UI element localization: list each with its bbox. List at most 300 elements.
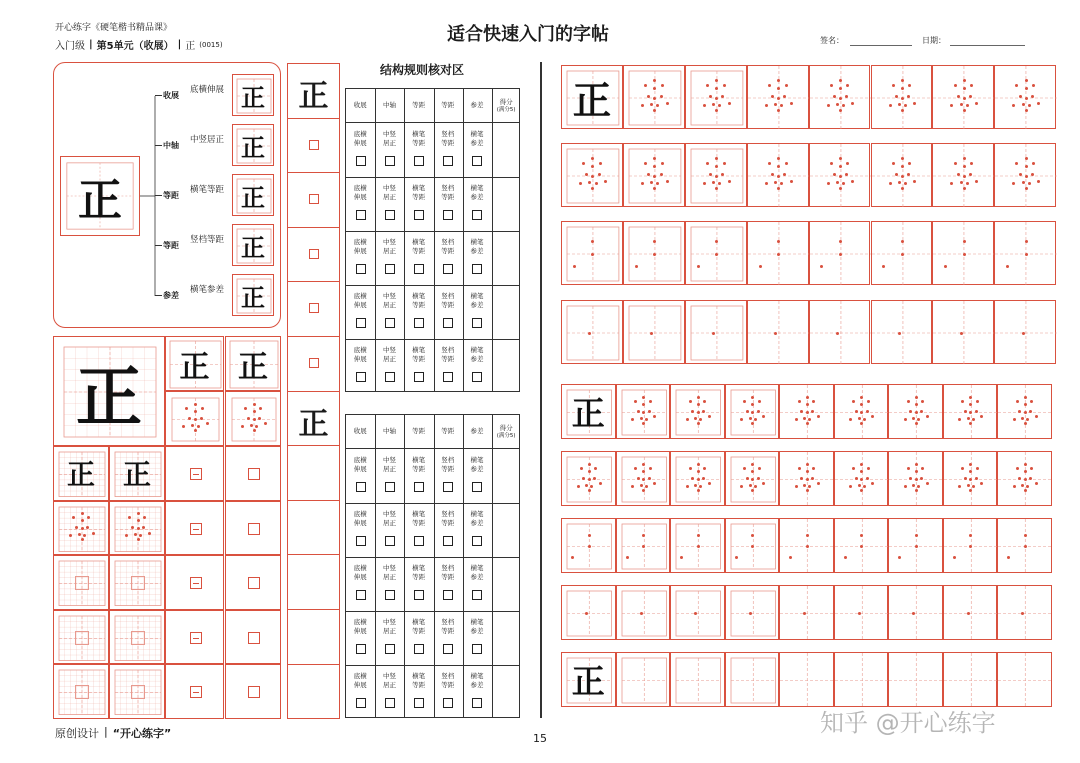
practice-cell[interactable]	[997, 518, 1052, 573]
practice-cell[interactable]	[779, 451, 834, 506]
practice-cell[interactable]	[834, 652, 889, 707]
check-box[interactable]	[443, 644, 453, 654]
trace-dot	[836, 103, 839, 106]
narrow-row-divider	[287, 664, 340, 665]
narrow-check-box[interactable]	[309, 140, 319, 150]
practice-cell[interactable]	[871, 65, 933, 129]
trace-dot	[1035, 415, 1038, 418]
trace-dot	[817, 415, 820, 418]
practice-cell[interactable]	[888, 384, 943, 439]
trace-dot	[758, 400, 761, 403]
left-practice-cell[interactable]	[165, 336, 224, 391]
check-box[interactable]	[472, 372, 482, 382]
trace-dot	[134, 533, 137, 536]
trace-dot	[72, 516, 75, 519]
date-line[interactable]	[950, 45, 1025, 46]
check-box[interactable]	[443, 264, 453, 274]
rule-example-char: 正	[241, 82, 265, 112]
trace-dot	[954, 162, 957, 165]
trace-dot	[803, 484, 806, 487]
practice-cell[interactable]	[871, 221, 933, 285]
trace-dot	[697, 265, 700, 268]
left-practice-cell[interactable]	[53, 446, 109, 501]
score-header: 得分	[499, 97, 513, 106]
left-practice-cell[interactable]	[165, 501, 224, 556]
check-box[interactable]	[356, 482, 366, 492]
trace-dot	[754, 418, 757, 421]
char-code: (0015)	[199, 40, 223, 49]
trace-dot	[1022, 103, 1025, 106]
trace-dot	[871, 482, 874, 485]
check-box[interactable]	[414, 644, 424, 654]
trace-dot	[591, 157, 594, 160]
trace-dot	[963, 109, 966, 112]
model-char: 正	[78, 175, 122, 226]
check-box[interactable]	[356, 318, 366, 328]
check-row-label: 横笔 参差	[470, 292, 484, 309]
trace-dot	[200, 417, 203, 420]
trace-dot	[950, 182, 953, 185]
check-box[interactable]	[472, 590, 482, 600]
practice-cell[interactable]	[623, 221, 685, 285]
trace-dot	[644, 162, 647, 165]
trace-dot	[820, 265, 823, 268]
left-practice-cell[interactable]	[165, 664, 224, 719]
trace-dot	[960, 181, 963, 184]
narrow-check-box[interactable]	[309, 303, 319, 313]
practice-cell[interactable]	[888, 652, 943, 707]
trace-dot	[1024, 545, 1027, 548]
trace-dot	[1035, 482, 1038, 485]
check-box[interactable]	[356, 210, 366, 220]
trace-dot	[588, 489, 591, 492]
check-row-label: 中竖 居正	[382, 184, 396, 201]
narrow-check-box[interactable]	[309, 358, 319, 368]
trace-dot	[740, 418, 743, 421]
practice-cell[interactable]	[616, 451, 671, 506]
trace-dot	[901, 157, 904, 160]
score-header-cell	[492, 415, 521, 449]
trace-dot	[697, 411, 700, 414]
left-practice-cell[interactable]	[53, 501, 109, 556]
trace-dot	[1024, 489, 1027, 492]
trace-dot	[912, 612, 915, 615]
check-box[interactable]	[414, 698, 424, 708]
practice-cell[interactable]	[561, 65, 623, 129]
trace-dot	[917, 418, 920, 421]
trace-dot	[253, 403, 256, 406]
trace-dot	[1013, 485, 1016, 488]
check-box[interactable]	[443, 590, 453, 600]
left-practice-cell[interactable]	[165, 391, 224, 446]
practice-cell[interactable]	[779, 652, 834, 707]
practice-cell[interactable]	[747, 143, 809, 207]
trace-dot	[771, 95, 774, 98]
char-label: 正	[185, 41, 196, 52]
trace-dot	[803, 612, 806, 615]
check-box[interactable]	[443, 318, 453, 328]
trace-dot	[957, 173, 960, 176]
practice-cell[interactable]	[616, 585, 671, 640]
trace-dot	[839, 157, 842, 160]
left-practice-cell[interactable]	[165, 555, 224, 610]
practice-cell[interactable]	[834, 451, 889, 506]
practice-cell[interactable]	[779, 585, 834, 640]
check-box[interactable]	[414, 590, 424, 600]
left-practice-cell[interactable]	[165, 610, 224, 665]
practice-cell[interactable]	[997, 451, 1052, 506]
practice-cell[interactable]	[994, 65, 1056, 129]
trace-dot	[653, 97, 656, 100]
left-practice-cell[interactable]	[109, 446, 165, 501]
trace-dot	[582, 477, 585, 480]
trace-dot	[1029, 410, 1032, 413]
trace-dot	[798, 467, 801, 470]
check-box[interactable]	[385, 698, 395, 708]
trace-dot	[969, 173, 972, 176]
practice-cell[interactable]	[616, 652, 671, 707]
check-box[interactable]	[356, 644, 366, 654]
trace-dot	[912, 417, 915, 420]
check-box[interactable]	[385, 156, 395, 166]
check-box[interactable]	[356, 156, 366, 166]
trace-dot	[954, 84, 957, 87]
trace-dot	[648, 477, 651, 480]
left-practice-cell[interactable]	[53, 555, 109, 610]
check-row-label: 横笔 参差	[470, 510, 484, 527]
check-row-divider	[346, 231, 519, 232]
practice-cell[interactable]	[561, 384, 616, 439]
trace-dot	[1025, 240, 1028, 243]
check-row-label: 横笔 参差	[470, 184, 484, 201]
practice-cell[interactable]	[561, 300, 623, 364]
practice-cell[interactable]	[561, 585, 616, 640]
check-box[interactable]	[385, 590, 395, 600]
check-box[interactable]	[385, 318, 395, 328]
rule-example-char: 正	[241, 132, 265, 162]
check-box[interactable]	[472, 482, 482, 492]
score-sub: (满分5)	[496, 106, 516, 113]
check-box[interactable]	[472, 156, 482, 166]
trace-dot	[702, 477, 705, 480]
trace-dot	[715, 79, 718, 82]
check-row-label: 中竖 居正	[382, 618, 396, 635]
practice-cell[interactable]	[888, 451, 943, 506]
check-box[interactable]	[356, 264, 366, 274]
check-box[interactable]	[414, 482, 424, 492]
check-row-label: 底横 伸展	[353, 564, 367, 581]
check-box[interactable]	[443, 482, 453, 492]
practice-cell[interactable]	[670, 518, 725, 573]
left-practice-cell[interactable]	[225, 336, 281, 391]
trace-dot	[860, 396, 863, 399]
practice-cell[interactable]	[725, 384, 780, 439]
check-box[interactable]	[356, 372, 366, 382]
practice-cell[interactable]	[994, 143, 1056, 207]
check-row-label: 竖档 等距	[441, 292, 455, 309]
left-practice-cell[interactable]	[225, 610, 281, 665]
connector-tick	[155, 95, 162, 96]
left-practice-cell[interactable]	[53, 664, 109, 719]
practice-cell[interactable]	[779, 518, 834, 573]
trace-dot	[661, 162, 664, 165]
check-box[interactable]	[356, 590, 366, 600]
trace-dot	[908, 84, 911, 87]
check-box[interactable]	[385, 210, 395, 220]
trace-dot	[892, 162, 895, 165]
check-box[interactable]	[443, 210, 453, 220]
narrow-row-divider	[287, 227, 340, 228]
practice-cell[interactable]	[943, 518, 998, 573]
check-box[interactable]	[414, 264, 424, 274]
practice-cell[interactable]	[747, 65, 809, 129]
trace-dot	[969, 470, 972, 473]
check-box[interactable]	[443, 536, 453, 546]
practice-cell[interactable]	[997, 652, 1052, 707]
practice-cell[interactable]	[997, 585, 1052, 640]
trace-dot	[839, 165, 842, 168]
check-box[interactable]	[472, 264, 482, 274]
trace-dot	[1018, 410, 1021, 413]
trace-dot	[895, 95, 898, 98]
rule-example-char: 正	[241, 182, 265, 212]
trace-dot	[765, 104, 768, 107]
practice-cell[interactable]	[747, 221, 809, 285]
trace-dot	[860, 478, 863, 481]
practice-cell[interactable]	[685, 221, 747, 285]
trace-dot	[645, 485, 648, 488]
practice-cell[interactable]	[932, 65, 994, 129]
practice-cell[interactable]	[685, 143, 747, 207]
left-practice-cell[interactable]	[225, 446, 281, 501]
left-practice-cell[interactable]	[225, 664, 281, 719]
practice-cell[interactable]	[670, 451, 725, 506]
trace-dot	[712, 332, 715, 335]
check-box[interactable]	[385, 644, 395, 654]
trace-dot	[836, 181, 839, 184]
trace-dot	[751, 396, 754, 399]
trace-dot	[961, 467, 964, 470]
left-practice-cell[interactable]	[109, 610, 165, 665]
trace-dot	[790, 180, 793, 183]
practice-cell[interactable]	[725, 451, 780, 506]
practice-cell[interactable]	[685, 300, 747, 364]
trace-dot	[975, 477, 978, 480]
trace-dot	[253, 418, 256, 421]
trace-dot	[812, 400, 815, 403]
trace-dot	[1032, 162, 1035, 165]
practice-cell[interactable]	[809, 221, 871, 285]
trace-dot	[969, 403, 972, 406]
practice-cell[interactable]	[994, 221, 1056, 285]
left-practice-cell[interactable]	[225, 391, 281, 446]
trace-dot	[128, 516, 131, 519]
trace-dot	[1031, 95, 1034, 98]
practice-cell[interactable]	[871, 300, 933, 364]
trace-dot	[1021, 417, 1024, 420]
practice-cell[interactable]	[561, 221, 623, 285]
trace-dot	[860, 422, 863, 425]
score-header: 得分	[499, 423, 513, 432]
practice-cell[interactable]	[943, 384, 998, 439]
trace-dot	[958, 418, 961, 421]
check-box[interactable]	[472, 210, 482, 220]
trace-dot	[644, 84, 647, 87]
center-square	[248, 632, 260, 644]
practice-cell[interactable]	[809, 143, 871, 207]
trace-dot	[777, 187, 780, 190]
practice-cell[interactable]	[888, 518, 943, 573]
practice-cell[interactable]	[725, 652, 780, 707]
check-box[interactable]	[356, 698, 366, 708]
trace-dot	[860, 411, 863, 414]
practice-cell[interactable]	[834, 585, 889, 640]
check-row-label: 竖档 等距	[441, 184, 455, 201]
practice-cell[interactable]	[623, 143, 685, 207]
trace-dot	[666, 102, 669, 105]
check-box[interactable]	[472, 644, 482, 654]
trace-dot	[715, 157, 718, 160]
check-box[interactable]	[472, 536, 482, 546]
trace-dot	[715, 87, 718, 90]
practice-cell[interactable]	[809, 300, 871, 364]
practice-cell[interactable]	[834, 384, 889, 439]
check-row-label: 中竖 居正	[382, 346, 396, 363]
trace-dot	[697, 403, 700, 406]
trace-dot	[1030, 400, 1033, 403]
rule-example-cell	[232, 274, 274, 316]
check-box[interactable]	[414, 156, 424, 166]
trace-dot	[926, 482, 929, 485]
trace-dot	[582, 162, 585, 165]
trace-dot	[867, 467, 870, 470]
practice-cell[interactable]	[888, 585, 943, 640]
left-practice-cell[interactable]	[109, 664, 165, 719]
trace-dot	[980, 482, 983, 485]
trace-dot	[653, 253, 656, 256]
narrow-check-box[interactable]	[309, 194, 319, 204]
practice-cell[interactable]	[747, 300, 809, 364]
trace-dot	[660, 95, 663, 98]
trace-dot	[806, 403, 809, 406]
trace-dot	[264, 422, 267, 425]
check-box[interactable]	[414, 318, 424, 328]
narrow-check-box[interactable]	[309, 249, 319, 259]
left-practice-cell[interactable]	[165, 446, 224, 501]
practice-cell[interactable]	[670, 585, 725, 640]
trace-dot	[963, 79, 966, 82]
practice-cell[interactable]	[725, 518, 780, 573]
practice-cell[interactable]	[809, 65, 871, 129]
practice-cell[interactable]	[670, 652, 725, 707]
check-box[interactable]	[414, 372, 424, 382]
practice-cell[interactable]	[561, 451, 616, 506]
trace-dot	[573, 265, 576, 268]
practice-cell[interactable]	[725, 585, 780, 640]
trace-dot	[777, 175, 780, 178]
trace-dot	[709, 95, 712, 98]
trace-dot	[191, 424, 194, 427]
practice-cell[interactable]	[932, 221, 994, 285]
left-practice-cell[interactable]	[225, 501, 281, 556]
check-box[interactable]	[443, 698, 453, 708]
practice-cell[interactable]	[616, 518, 671, 573]
trace-dot	[774, 332, 777, 335]
trace-dot	[855, 410, 858, 413]
left-practice-cell[interactable]	[225, 555, 281, 610]
practice-cell[interactable]	[623, 300, 685, 364]
check-box[interactable]	[356, 536, 366, 546]
practice-cell[interactable]	[994, 300, 1056, 364]
practice-cell[interactable]	[932, 143, 994, 207]
trace-dot	[691, 477, 694, 480]
trace-dot	[697, 545, 700, 548]
check-box[interactable]	[414, 210, 424, 220]
trace-dot	[795, 485, 798, 488]
check-box[interactable]	[443, 372, 453, 382]
practice-cell[interactable]	[943, 585, 998, 640]
trace-dot	[839, 175, 842, 178]
page-title: 适合快速入门的字帖	[447, 24, 609, 45]
practice-cell[interactable]	[779, 384, 834, 439]
trace-dot	[806, 545, 809, 548]
trace-dot	[642, 470, 645, 473]
rule-name: 竖档等距	[190, 235, 225, 245]
practice-cell[interactable]	[943, 451, 998, 506]
center-square	[248, 686, 260, 698]
trace-dot	[571, 556, 574, 559]
sign-line[interactable]	[850, 45, 912, 46]
practice-cell[interactable]	[685, 65, 747, 129]
practice-cell[interactable]	[943, 652, 998, 707]
practice-cell[interactable]	[670, 384, 725, 439]
trace-dot	[1019, 95, 1022, 98]
trace-dot	[855, 477, 858, 480]
check-box[interactable]	[472, 318, 482, 328]
left-practice-cell[interactable]	[53, 610, 109, 665]
practice-cell[interactable]	[932, 300, 994, 364]
trace-dot	[963, 175, 966, 178]
trace-dot	[963, 240, 966, 243]
trace-dot	[1037, 180, 1040, 183]
trace-dot	[743, 467, 746, 470]
check-row-label: 横笔 参差	[470, 672, 484, 689]
practice-cell[interactable]	[834, 518, 889, 573]
left-practice-cell[interactable]	[109, 501, 165, 556]
practice-cell[interactable]	[871, 143, 933, 207]
practice-cell[interactable]	[623, 65, 685, 129]
check-box[interactable]	[385, 536, 395, 546]
practice-cell[interactable]	[561, 652, 616, 707]
check-box[interactable]	[385, 372, 395, 382]
practice-cell[interactable]	[616, 384, 671, 439]
practice-cell[interactable]	[561, 518, 616, 573]
check-box[interactable]	[472, 698, 482, 708]
check-box[interactable]	[385, 482, 395, 492]
practice-cell[interactable]	[997, 384, 1052, 439]
rule-group-label: 收展	[163, 91, 179, 100]
trace-dot	[904, 182, 907, 185]
trace-dot	[591, 165, 594, 168]
check-box[interactable]	[414, 536, 424, 546]
trace-dot	[901, 240, 904, 243]
trace-dot	[650, 103, 653, 106]
practice-cell[interactable]	[561, 143, 623, 207]
check-box[interactable]	[385, 264, 395, 274]
left-practice-cell[interactable]	[109, 555, 165, 610]
check-box[interactable]	[443, 156, 453, 166]
trace-dot	[852, 400, 855, 403]
